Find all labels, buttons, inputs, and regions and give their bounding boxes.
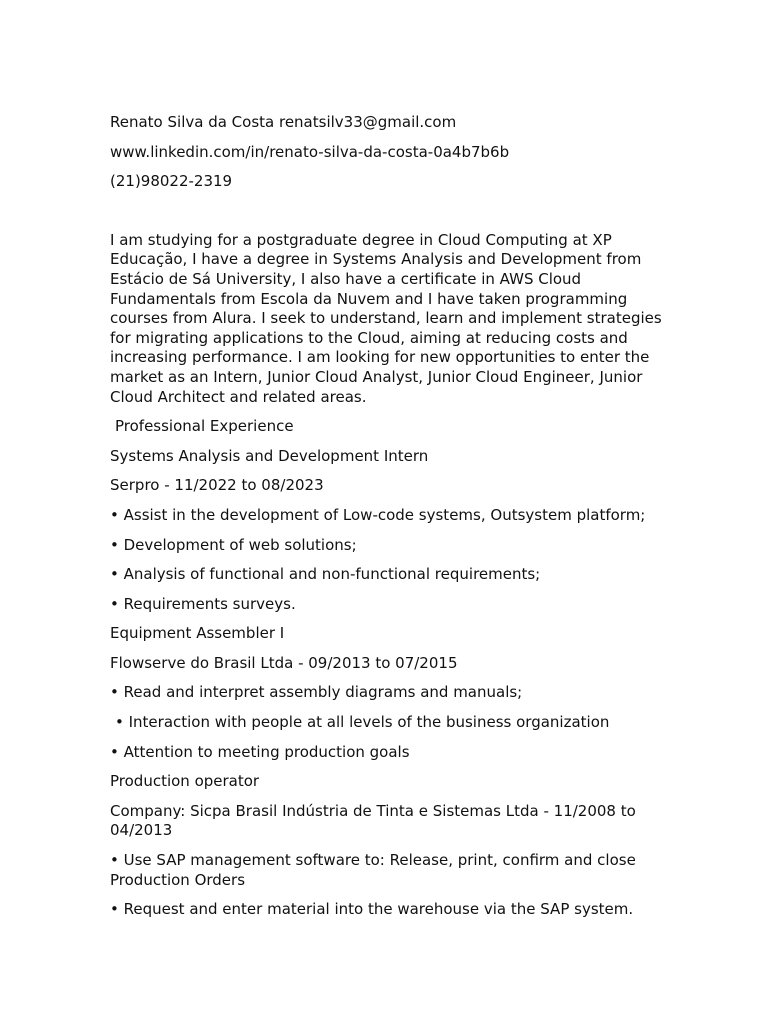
- job-title: Equipment Assembler I: [110, 624, 285, 643]
- name-email-line: Renato Silva da Costa renatsilv33@gmail.com: [110, 113, 457, 131]
- summary-paragraph: I am studying for a postgraduate degree in Cloud Computing at XP Educação, I have a degree in Systems Analysis and Development from Estácio de Sá University, I also have a certificate in AWS Cloud Fundamentals from Escola da Nuvem and I have taken programming courses from Alura. I seek to understand, learn and implement strategies for migrating applications to the Cloud, aiming at reducing costs and increasing performance. I am looking for new opportunities to enter the market as an Intern, Junior Cloud Analyst, Junior Cloud Engineer, Junior Cloud Architect and related areas.: [110, 230, 662, 406]
- job-title: Production operator: [110, 772, 260, 791]
- job-bullet: • Request and enter material into the warehouse via the SAP system.: [110, 900, 634, 919]
- job-company: Serpro - 11/2022 to 08/2023: [110, 476, 324, 495]
- job-bullet: • Attention to meeting production goals: [110, 742, 410, 761]
- job-bullet: • Read and interpret assembly diagrams and manuals;: [110, 683, 523, 702]
- linkedin-url: www.linkedin.com/in/renato-silva-da-costa-0a4b7b6b: [110, 142, 510, 161]
- job-company: Flowserve do Brasil Ltda - 09/2013 to 07/2015: [110, 653, 458, 672]
- job-bullet: • Interaction with people at all levels of the business organization: [115, 713, 610, 732]
- job-title: Systems Analysis and Development Intern: [110, 446, 429, 465]
- phone-number: (21)98022-2319: [110, 172, 233, 191]
- job-bullet: • Development of web solutions;: [110, 535, 357, 554]
- job-bullet: • Assist in the development of Low-code systems, Outsystem platform;: [110, 505, 646, 524]
- section-heading-experience: Professional Experience: [115, 417, 294, 436]
- job-bullet: • Requirements surveys.: [110, 594, 296, 613]
- job-company: Company: Sicpa Brasil Indústria de Tinta e Sistemas Ltda - 11/2008 to 04/2013: [110, 801, 636, 840]
- resume-page: [110, 113, 670, 930]
- job-bullet: • Use SAP management software to: Release, print, confirm and close Production Orders: [110, 851, 636, 889]
- job-bullet: • Analysis of functional and non-functional requirements;: [110, 565, 541, 584]
